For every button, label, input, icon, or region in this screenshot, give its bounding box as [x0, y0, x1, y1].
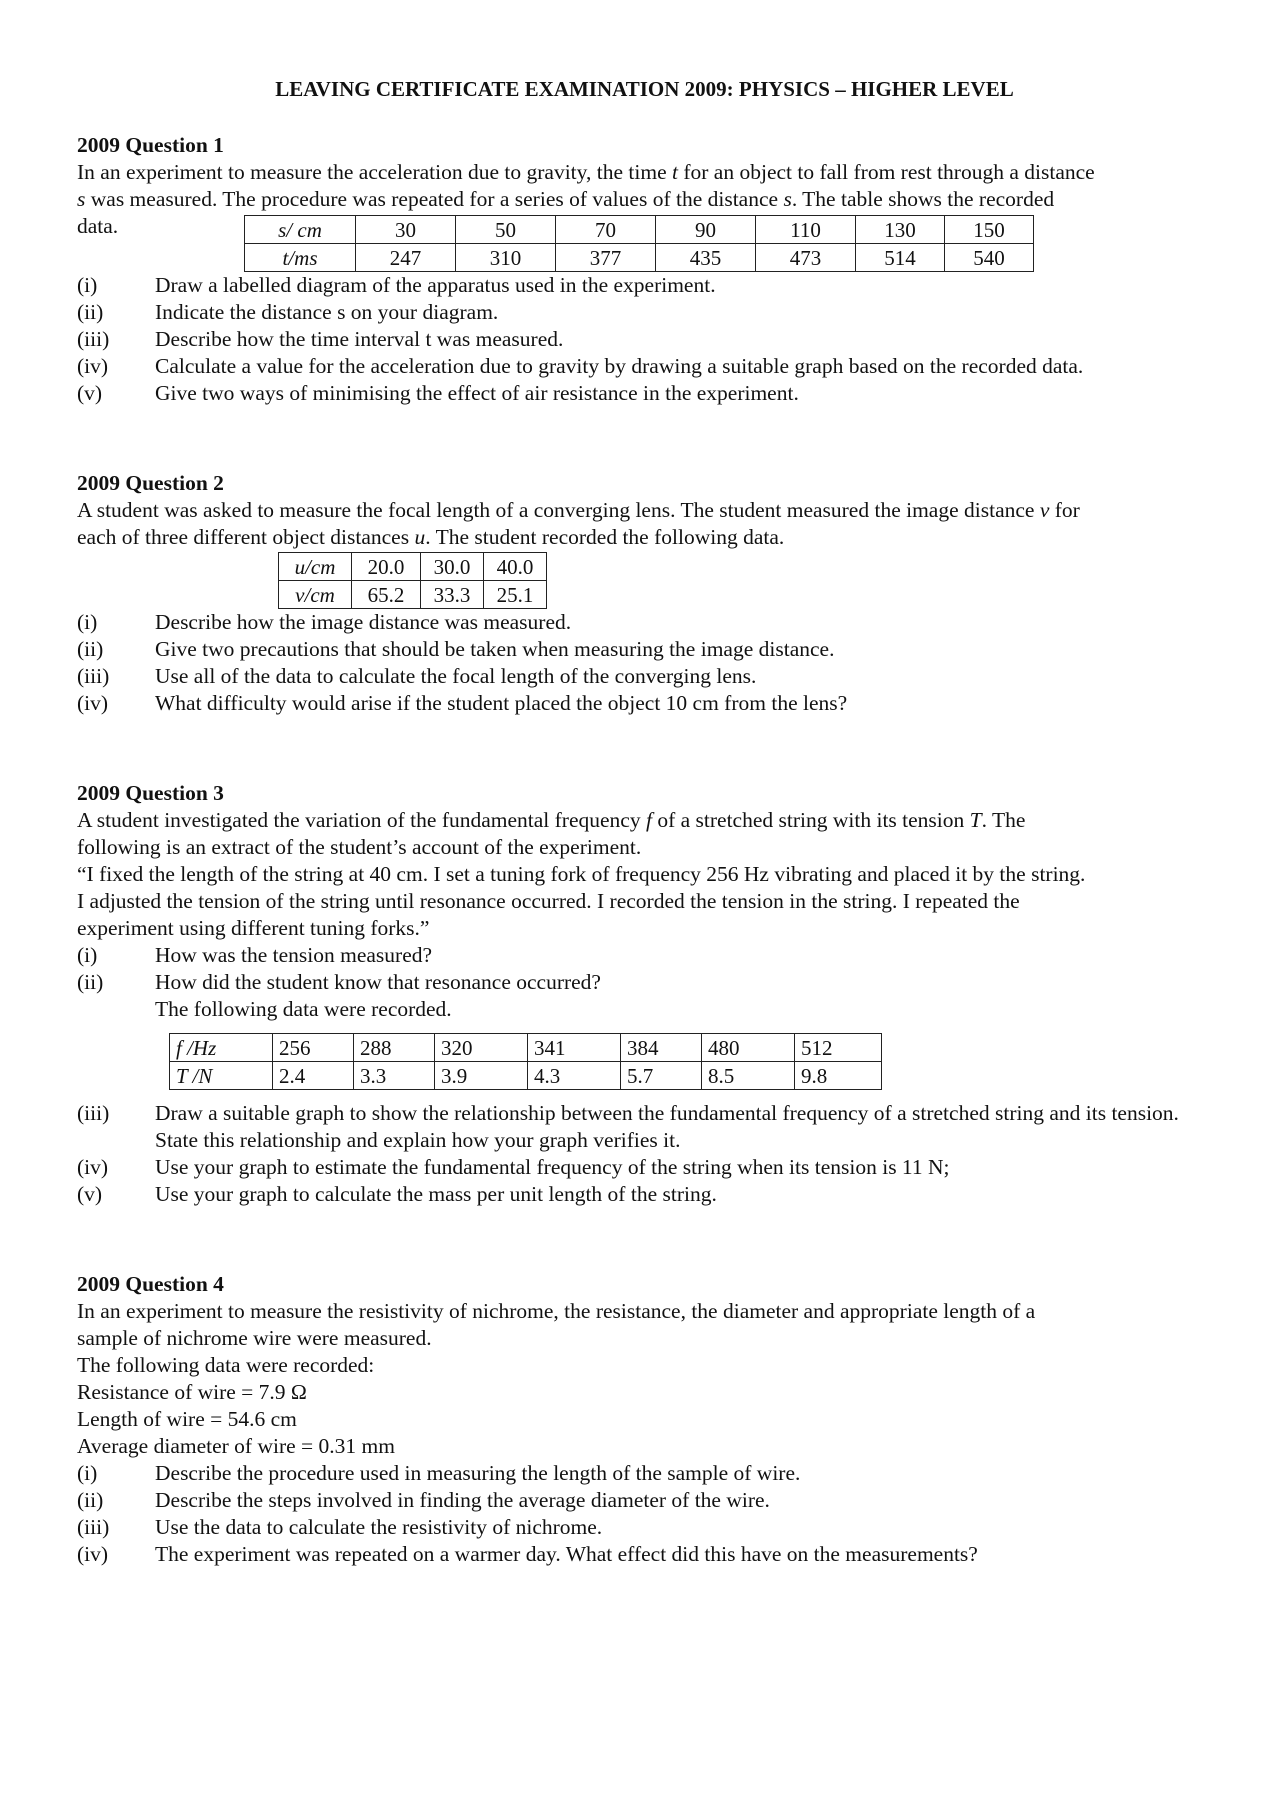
question-3-heading: 2009 Question 3 [77, 781, 224, 805]
table-cell: 30.0 [421, 553, 484, 581]
question-1-intro-line-3: data. [77, 214, 119, 238]
table-cell: 473 [756, 244, 856, 272]
table-cell: 50 [456, 216, 556, 244]
question-3-quote-line-2: I adjusted the tension of the string until resonance occurred. I recorded the tension in the string. I repeated the [77, 889, 1020, 913]
table-cell: 3.3 [354, 1062, 435, 1090]
table-cell: 40.0 [484, 553, 547, 581]
question-4-heading: 2009 Question 4 [77, 1272, 224, 1296]
question-3-quote-line-3: experiment using different tuning forks.” [77, 916, 430, 940]
table-row [279, 553, 547, 581]
table-cell: 512 [795, 1034, 882, 1062]
table-cell: 247 [356, 244, 456, 272]
question-2-intro-line-1: A student was asked to measure the focal length of a converging lens. The student measured the image distance v for [77, 498, 1080, 522]
table-cell: 256 [273, 1034, 354, 1062]
table-row-label: f /Hz [170, 1034, 273, 1062]
list-item: (i) How was the tension measured? [77, 943, 433, 967]
question-4-data-recorded: The following data were recorded: [77, 1353, 375, 1377]
table-row [279, 581, 547, 609]
question-2-intro-line-2: each of three different object distances u. The student recorded the following data. [77, 525, 785, 549]
table-row-label: T /N [170, 1062, 273, 1090]
table-cell: 8.5 [702, 1062, 795, 1090]
question-4-parts [77, 1460, 1212, 1568]
list-item: (iv) Calculate a value for the acceleration due to gravity by drawing a suitable graph based on the recorded data. [77, 354, 1084, 378]
table-row [170, 1034, 882, 1062]
table-row-label: s/ cm [245, 216, 356, 244]
table-cell: 514 [856, 244, 945, 272]
table-cell: 9.8 [795, 1062, 882, 1090]
table-cell: 150 [945, 216, 1034, 244]
table-row-label: t/ms [245, 244, 356, 272]
list-item: (iv) What difficulty would arise if the student placed the object 10 cm from the lens? [77, 691, 848, 715]
table-cell: 2.4 [273, 1062, 354, 1090]
table-cell: 110 [756, 216, 856, 244]
question-4-resistance: Resistance of wire = 7.9 Ω [77, 1380, 307, 1404]
list-item: The following data were recorded. [155, 997, 452, 1021]
question-2 [77, 470, 1212, 717]
table-cell: 65.2 [352, 581, 421, 609]
table-cell: 377 [556, 244, 656, 272]
list-item: (ii) Give two precautions that should be taken when measuring the image distance. [77, 637, 835, 661]
list-item: (iii) Describe how the time interval t was measured. [77, 327, 564, 351]
question-3-quote-line-1: “I fixed the length of the string at 40 cm. I set a tuning fork of frequency 256 Hz vibrating and placed it by the string. [77, 862, 1086, 886]
table-cell: 341 [528, 1034, 621, 1062]
question-4-intro-line-2: sample of nichrome wire were measured. [77, 1326, 432, 1350]
question-3-intro-line-2: following is an extract of the student’s account of the experiment. [77, 835, 642, 859]
table-row-label: u/cm [279, 553, 352, 581]
table-row [245, 216, 1034, 244]
table-cell: 320 [435, 1034, 528, 1062]
question-3-data-table [169, 1033, 882, 1090]
table-cell: 310 [456, 244, 556, 272]
table-cell: 4.3 [528, 1062, 621, 1090]
question-1-intro-line-1: In an experiment to measure the acceleration due to gravity, the time t for an object to fall from rest through a distance [77, 160, 1095, 184]
table-cell: 384 [621, 1034, 702, 1062]
list-item: (i) Describe the procedure used in measuring the length of the sample of wire. [77, 1461, 801, 1485]
list-item: (iii) Use the data to calculate the resistivity of nichrome. [77, 1515, 603, 1539]
question-2-heading: 2009 Question 2 [77, 471, 224, 495]
question-3-parts-a [77, 942, 1212, 1023]
list-item: (iii) Draw a suitable graph to show the relationship between the fundamental frequency of a stretched string and its tension. State this relationship and explain how your graph verifies it. [77, 1101, 1179, 1152]
list-item: (iv) The experiment was repeated on a warmer day. What effect did this have on the measurements? [77, 1542, 978, 1566]
list-item: (ii) Indicate the distance s on your diagram. [77, 300, 499, 324]
question-3 [77, 780, 1212, 1208]
question-4-intro-line-1: In an experiment to measure the resistivity of nichrome, the resistance, the diameter and appropriate length of a [77, 1299, 1036, 1323]
question-1-heading: 2009 Question 1 [77, 133, 224, 157]
question-1 [77, 132, 1212, 407]
table-cell: 70 [556, 216, 656, 244]
question-3-intro-line-1: A student investigated the variation of the fundamental frequency f of a stretched string with its tension T. The [77, 808, 1026, 832]
table-cell: 435 [656, 244, 756, 272]
question-3-parts-b [77, 1100, 1212, 1208]
table-cell: 3.9 [435, 1062, 528, 1090]
table-row-label: v/cm [279, 581, 352, 609]
list-item: (v) Use your graph to calculate the mass per unit length of the string. [77, 1182, 717, 1206]
question-2-parts [77, 609, 1212, 717]
table-cell: 5.7 [621, 1062, 702, 1090]
question-2-data-table [278, 552, 547, 609]
question-4 [77, 1271, 1212, 1568]
table-cell: 33.3 [421, 581, 484, 609]
table-row [245, 244, 1034, 272]
list-item: (ii) Describe the steps involved in finding the average diameter of the wire. [77, 1488, 770, 1512]
question-4-length: Length of wire = 54.6 cm [77, 1407, 297, 1431]
table-cell: 480 [702, 1034, 795, 1062]
question-1-intro-line-2: s was measured. The procedure was repeated for a series of values of the distance s. The table shows the recorded [77, 187, 1055, 211]
list-item: (v) Give two ways of minimising the effect of air resistance in the experiment. [77, 381, 799, 405]
table-cell: 130 [856, 216, 945, 244]
table-cell: 288 [354, 1034, 435, 1062]
page-title: LEAVING CERTIFICATE EXAMINATION 2009: PHYSICS – HIGHER LEVEL [275, 77, 1014, 101]
question-4-diameter: Average diameter of wire = 0.31 mm [77, 1434, 395, 1458]
question-1-data-table [244, 215, 1034, 272]
list-item: (i) Describe how the image distance was measured. [77, 610, 572, 634]
list-item: (iv) Use your graph to estimate the fundamental frequency of the string when its tension is 11 N; [77, 1155, 950, 1179]
table-cell: 30 [356, 216, 456, 244]
table-cell: 540 [945, 244, 1034, 272]
table-row [170, 1062, 882, 1090]
list-item: (i) Draw a labelled diagram of the apparatus used in the experiment. [77, 273, 716, 297]
table-cell: 90 [656, 216, 756, 244]
question-1-parts [77, 272, 1212, 407]
exam-page [77, 76, 1212, 1568]
table-cell: 20.0 [352, 553, 421, 581]
list-item: (iii) Use all of the data to calculate the focal length of the converging lens. [77, 664, 757, 688]
table-cell: 25.1 [484, 581, 547, 609]
list-item: (ii) How did the student know that resonance occurred? [77, 970, 601, 994]
